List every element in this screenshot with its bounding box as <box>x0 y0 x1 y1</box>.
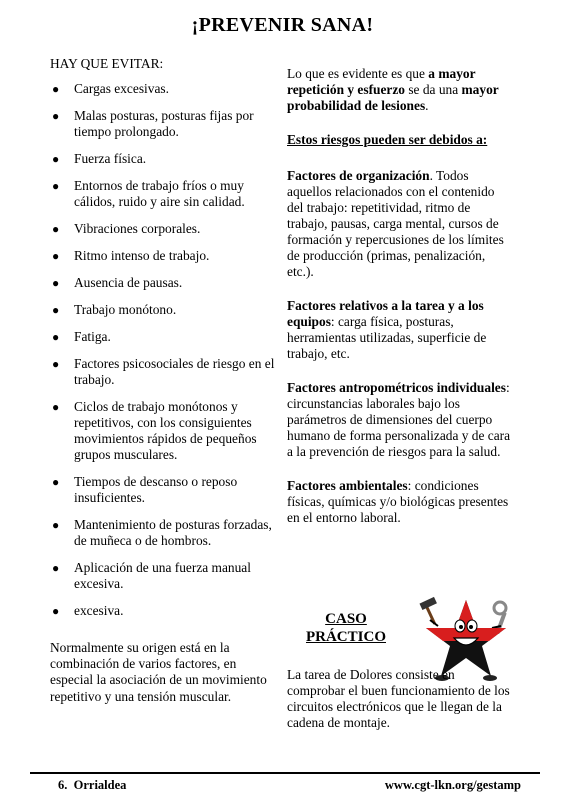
list-item: ● Mantenimiento de posturas forzadas, de muñeca o de hombros. <box>52 517 272 548</box>
case-study-text: La tarea de Dolores consiste en comprobar el buen funcionamiento de los circuitos electrónicos que le llegan de la cadena de montaje. <box>287 667 510 730</box>
footer-divider <box>30 772 540 774</box>
list-item: ● Aplicación de una fuerza manual excesiva. <box>52 560 251 591</box>
bullet-icon: ● <box>52 400 60 414</box>
footer-url: www.cgt-lkn.org/gestamp <box>384 778 521 792</box>
factor-paragraph <box>287 478 513 526</box>
list-item: ● excesiva. <box>52 603 124 618</box>
list-item: ● Ciclos de trabajo monótonos y repetitivos, con los consiguientes movimientos rápidos de pequeños grupos musculares. <box>52 399 257 462</box>
bullet-icon: ● <box>52 249 60 263</box>
factor-text: : circunstancias laborales bajo los parámetros de dimensiones del cuerpo humano de forma personalizada y de cara a la prevención de riesgos para la salud. <box>287 380 511 459</box>
page-title: ¡PREVENIR SANA! <box>191 14 374 36</box>
case-study-heading: CASO PRÁCTICO <box>305 611 386 645</box>
avoid-heading: HAY QUE EVITAR: <box>50 56 164 71</box>
list-item: ● Cargas excesivas. <box>52 81 169 96</box>
right-column <box>287 66 513 544</box>
list-item: ● Fuerza física. <box>52 151 147 166</box>
bullet-icon: ● <box>52 604 60 618</box>
factor-title: Factores antropométricos individuales <box>287 380 506 395</box>
bullet-icon: ● <box>52 303 60 317</box>
bullet-icon: ● <box>52 152 60 166</box>
list-item: ● Ausencia de pausas. <box>52 275 183 290</box>
factor-text: . Todos aquellos relacionados con el contenido del trabajo: repetitividad, ritmo de trabajo, pausas, carga mental, cursos de formación y repercusiones de los límites de producción (primas, penalización, etc.). <box>287 168 504 279</box>
bullet-icon: ● <box>52 179 60 193</box>
factor-paragraph <box>287 168 513 280</box>
bullet-icon: ● <box>52 109 60 123</box>
bullet-icon: ● <box>52 475 60 489</box>
list-item: ● Fatiga. <box>52 329 111 344</box>
intro-paragraph: Lo que es evidente es que a mayor repetición y esfuerzo se da una mayor probabilidad de lesiones. <box>287 66 499 113</box>
list-item: ● Vibraciones corporales. <box>52 221 201 236</box>
factor-paragraph <box>287 298 513 362</box>
factor-title: Factores de organización <box>287 168 430 183</box>
bullet-icon: ● <box>52 357 60 371</box>
bullet-icon: ● <box>52 82 60 96</box>
intro-emphasis: mayor probabilidad de lesiones <box>287 82 499 113</box>
bullet-icon: ● <box>52 518 60 532</box>
bullet-icon: ● <box>52 330 60 344</box>
list-item: ● Malas posturas, posturas fijas por tiempo prolongado. <box>52 108 254 139</box>
avoid-list <box>50 81 276 619</box>
list-item: ● Factores psicosociales de riesgo en el trabajo. <box>52 356 275 387</box>
hammer-icon <box>419 597 436 625</box>
factor-title: Factores relativos a la tarea y a los equipos <box>287 298 484 329</box>
factor-text: : carga física, posturas, herramientas utilizadas, superficie de trabajo, etc. <box>287 314 487 361</box>
bullet-icon: ● <box>52 561 60 575</box>
list-item: ● Trabajo monótono. <box>52 302 177 317</box>
list-item: ● Entornos de trabajo fríos o muy cálidos, ruido y aire sin calidad. <box>52 178 245 209</box>
list-item: ● Tiempos de descanso o reposo insuficientes. <box>52 474 238 505</box>
factor-text: : condiciones físicas, químicas y/o biológicas presentes en el entorno laboral. <box>287 478 509 525</box>
factor-title: Factores ambientales <box>287 478 408 493</box>
intro-emphasis: a mayor repetición y esfuerzo <box>287 66 476 97</box>
risks-subheading: Estos riesgos pueden ser debidos a: <box>287 132 488 147</box>
bullet-icon: ● <box>52 222 60 236</box>
closing-paragraph: Normalmente su origen está en la combinación de varios factores, en especial la asociación de un movimiento repetitivo y una tensión muscular. <box>50 640 267 704</box>
bullet-icon: ● <box>52 276 60 290</box>
page-number: 6. Orrialdea <box>58 778 127 792</box>
left-column <box>50 56 276 705</box>
factor-paragraph <box>287 380 513 460</box>
list-item: ● Ritmo intenso de trabajo. <box>52 248 210 263</box>
